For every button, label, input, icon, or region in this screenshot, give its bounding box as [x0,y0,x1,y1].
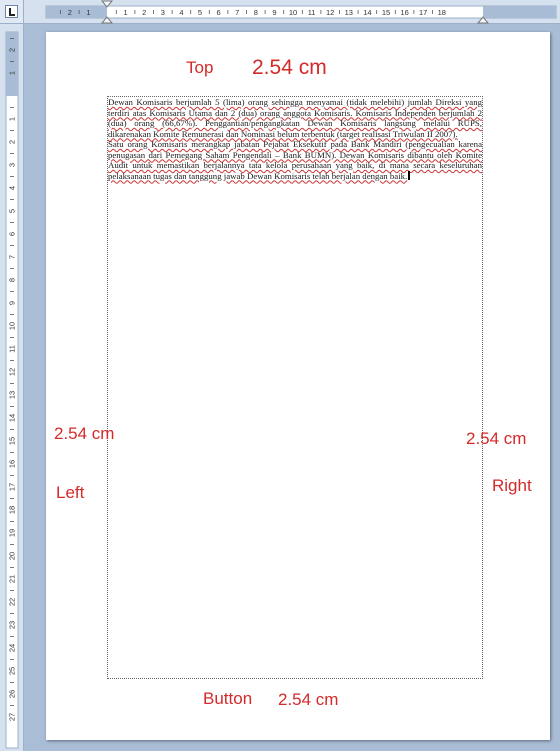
ruler-number: 14 [7,413,17,423]
ruler-number: 27 [7,712,17,722]
ruler-left-margin-zone [46,6,107,18]
tab-stop-selector-icon [5,5,18,18]
horizontal-ruler[interactable] [24,0,560,24]
ruler-number: 3 [7,162,17,168]
ruler-right-margin-zone [483,6,556,18]
ruler-number: 2 [7,47,17,53]
ruler-number: 6 [216,8,221,17]
ruler-number: 13 [344,8,353,17]
text-area-boundary [107,96,483,679]
ruler-number: 1 [7,70,17,76]
ruler-number: 2 [7,139,17,145]
right-margin-label: Right [492,476,532,495]
bottom-margin-value: 2.54 cm [278,690,339,709]
ruler-number: 13 [7,390,17,400]
ruler-number: 5 [197,8,203,17]
ruler-number: 1 [86,8,91,17]
right-margin-value: 2.54 cm [466,429,527,448]
top-margin-value: 2.54 cm [252,56,327,79]
vertical-ruler[interactable] [0,24,24,751]
ruler-number: 8 [253,8,258,17]
ruler-number: 16 [7,459,17,469]
ruler-number: 5 [7,208,17,214]
ruler-number: 14 [363,8,372,17]
ruler-number: 21 [7,574,17,584]
ruler-number: 9 [272,8,277,17]
ruler-number: 18 [7,505,17,515]
ruler-number: 20 [7,551,17,561]
paragraph-1[interactable]: Dewan Komisaris berjumlah 5 (lima) orang sehingga menyamai (tidak melebihi) jumlah Direksi yang terdiri atas Komisaris Utama dan 2 (dua) orang anggota Komisaris. Komisaris Independen berjumlah 2 (dua) orang (66,67%). Penggantian/pengangkatan Dewan Komisaris langsung melalui RUPS, dikarenakan Komite Remunerasi dan Nominasi belum terbentuk (target realisasi Triwulan II 2007). [108,97,482,139]
ruler-number: 17 [7,482,17,492]
ruler-number: 19 [7,528,17,538]
text-cursor [408,171,410,180]
paragraph-2[interactable] [108,139,482,181]
ruler-number: 11 [307,8,316,17]
ruler-number: 8 [7,277,17,283]
ruler-number: 24 [7,643,17,653]
ruler-number: 2 [142,8,147,17]
ruler-number: 4 [7,185,17,191]
bottom-margin-label: Button [203,689,253,708]
left-margin-value: 2.54 cm [54,424,115,443]
ruler-page-area [46,6,556,18]
ruler-number: 17 [419,8,428,17]
paragraph-2-text: Satu orang Komisaris merangkap jabatan Pejabat Eksekutif pada Bank Mandiri (pengecualian karena penugasan dari Pemegang Saham Pengendali – Bank BUMN). Dewan Komisaris dibantu oleh Komite Audit untuk memastikan berjalannya tata kelola perusahaan yang baik, di mana secara keseluruhan pelaksanaan tugas dan tanggung jawab Dewan Komisaris telah berjalan dengan baik. [108,139,482,181]
ruler-number: 10 [7,321,17,331]
ruler-number: 16 [400,8,409,17]
horizontal-ruler-scale [24,0,560,24]
ruler-number: 4 [179,8,184,17]
ruler-number: 7 [235,8,240,17]
top-margin-label: Top [186,58,214,77]
ruler-top-margin-zone [6,32,18,96]
ruler-page-area [6,32,18,748]
ruler-number: 15 [381,8,391,17]
ruler-number: 6 [7,231,17,237]
ruler-number: 23 [7,620,17,630]
tab-stop-selector[interactable] [0,0,24,24]
ruler-number: 11 [7,345,17,353]
ruler-number: 18 [437,8,446,17]
ruler-number: 26 [7,689,17,699]
ruler-number: 1 [123,8,128,17]
left-margin-label: Left [56,483,85,502]
ruler-number: 25 [7,666,17,676]
ruler-number: 22 [7,597,17,607]
vertical-ruler-scale [0,24,24,751]
ruler-number: 15 [7,436,17,446]
ruler-number: 12 [7,367,17,377]
document-body[interactable] [107,97,483,181]
ruler-number: 3 [160,8,165,17]
ruler-number: 1 [7,116,17,122]
ruler-number: 10 [288,8,298,17]
ruler-number: 12 [326,8,335,17]
ruler-number: 2 [67,8,72,17]
ruler-number: 7 [7,254,17,260]
ruler-number: 9 [7,300,17,306]
